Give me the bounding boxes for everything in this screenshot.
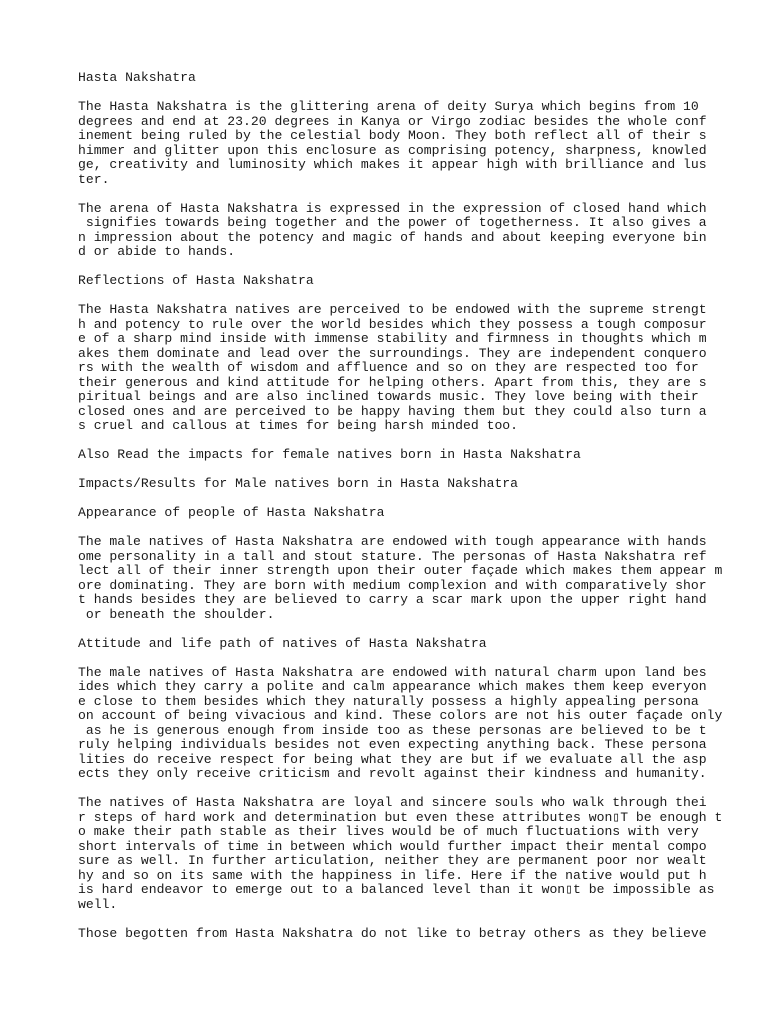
paragraph-closed-hand: The arena of Hasta Nakshatra is expressed in the expression of closed hand which signifies towards being together and the power of togetherness. It also gives a n impression about the potency and magic of hands and about keeping everyone bin d or abide to hands. bbox=[78, 200, 707, 259]
paragraph-reflections: The Hasta Nakshatra natives are perceived to be endowed with the supreme strengt h and potency to rule over the world besides which they possess a tough composur e of a sharp mind inside with immense stability and firmness in thoughts which m akes them dominate and lead over the surroundings. They are independent conquero rs with the wealth of wisdom and affluence and so on they are respected too for their generous and kind attitude for helping others. Apart from this, they are s piritual beings and are also inclined towards music. They love being with their closed ones and are perceived to be happy having them but they could also turn a s cruel and callous at times for being harsh minded too. bbox=[78, 302, 707, 433]
paragraph-betray: Those begotten from Hasta Nakshatra do not like to betray others as they believe bbox=[78, 925, 707, 941]
heading-reflections: Reflections of Hasta Nakshatra bbox=[78, 273, 314, 288]
heading-male-natives: Impacts/Results for Male natives born in Hasta Nakshatra bbox=[78, 476, 519, 491]
document-title: Hasta Nakshatra bbox=[78, 70, 196, 85]
paragraph-attitude: The male natives of Hasta Nakshatra are endowed with natural charm upon land bes ides which they carry a polite and calm appearance which makes them keep everyon e close to them besides which they naturally possess a highly appealing persona on account of being vivacious and kind. These colors are not his outer façade only as he is generous enough from inside too as these personas are believed to be t ruly helping individuals besides not even expecting anything back. These persona lities do receive respect for being what they are but if we evaluate all the asp ects they only receive criticism and revolt against their kindness and humanity. bbox=[78, 664, 723, 781]
female-natives-link[interactable]: Also Read the impacts for female natives born in Hasta Nakshatra bbox=[78, 447, 581, 462]
paragraph-appearance: The male natives of Hasta Nakshatra are endowed with tough appearance with hands ome personality in a tall and stout stature. The personas of Hasta Nakshatra ref lect all of their inner strength upon their outer façade which makes them appear m ore dominating. They are born with medium complexion and with comparatively shor t hands besides they are believed to carry a scar mark upon the upper right hand or beneath the shoulder. bbox=[78, 534, 723, 622]
paragraph-loyalty: The natives of Hasta Nakshatra are loyal and sincere souls who walk through thei r steps of hard work and determination but even these attributes won▯T be enough t o make their path stable as their lives would be of much fluctuations with very short intervals of time in between which would further impact their mental compo sure as well. In further articulation, neither they are permanent poor nor wealt hy and so on its same with the happiness in life. Here if the native would put h is hard endeavor to emerge out to a balanced level than it won▯t be impossible as well. bbox=[78, 795, 723, 912]
heading-attitude: Attitude and life path of natives of Hasta Nakshatra bbox=[78, 635, 487, 651]
paragraph-intro: The Hasta Nakshatra is the glittering arena of deity Surya which begins from 10 degrees and end at 23.20 degrees in Kanya or Virgo zodiac besides the whole conf inement being ruled by the celestial body Moon. They both reflect all of their s himmer and glitter upon this enclosure as comprising potency, sharpness, knowled ge, creativity and luminosity which makes it appear high with brilliance and lus ter. bbox=[78, 99, 707, 187]
heading-appearance: Appearance of people of Hasta Nakshatra bbox=[78, 505, 385, 520]
